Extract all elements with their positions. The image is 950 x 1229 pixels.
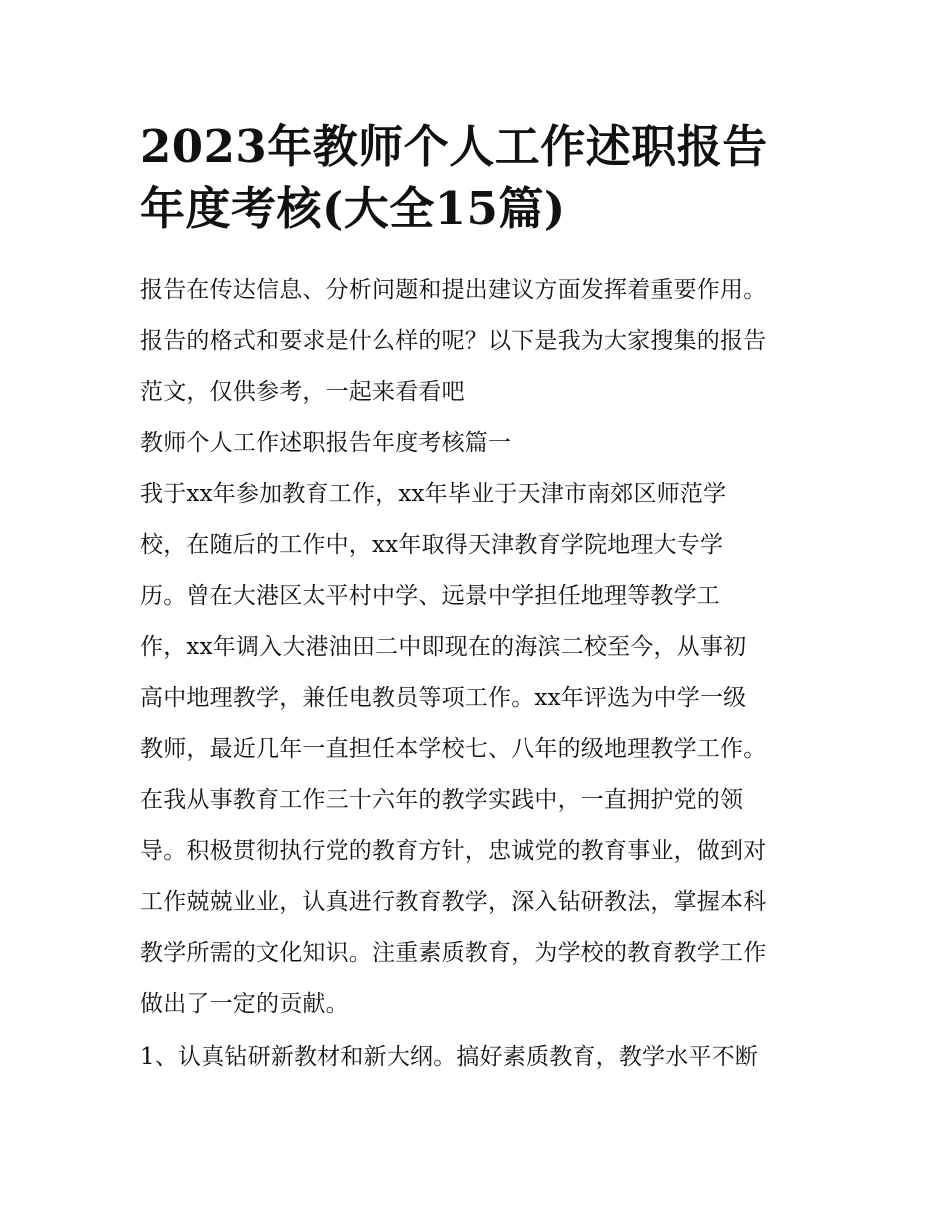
paragraph-line-9: 工作兢兢业业，认真进行教育教学，深入钻研教法，掌握本科 bbox=[140, 889, 767, 915]
intro-line-2: 报告的格式和要求是什么样的呢？以下是我为大家搜集的报告 bbox=[140, 328, 767, 354]
paragraph-line-7: 在我从事教育工作三十六年的教学实践中，一直拥护党的领 bbox=[140, 787, 744, 813]
intro-line-1: 报告在传达信息、分析问题和提出建议方面发挥着重要作用。 bbox=[140, 277, 767, 303]
paragraph-line-5: 高中地理教学，兼任电教员等项工作。xx年评选为中学一级 bbox=[140, 685, 747, 711]
document-body bbox=[140, 265, 820, 1083]
paragraph-line-2: 校，在随后的工作中，xx年取得天津教育学院地理大专学 bbox=[140, 532, 724, 558]
list-item-1: 1、认真钻研新教材和新大纲。搞好素质教育，教学水平不断 bbox=[140, 1044, 759, 1070]
paragraph-line-6: 教师，最近几年一直担任本学校七、八年的级地理教学工作。 bbox=[140, 736, 767, 762]
section-heading: 教师个人工作述职报告年度考核篇一 bbox=[140, 430, 512, 456]
title-line-1: 2023年教师个人工作述职报告 bbox=[140, 120, 768, 173]
paragraph-line-3: 历。曾在大港区太平村中学、远景中学担任地理等教学工 bbox=[140, 583, 720, 609]
intro-line-3: 范文，仅供参考，一起来看看吧 bbox=[140, 379, 465, 405]
paragraph-line-8: 导。积极贯彻执行党的教育方针，忠诚党的教育事业，做到对 bbox=[140, 838, 767, 864]
document-title bbox=[140, 116, 820, 240]
paragraph-line-4: 作，xx年调入大港油田二中即现在的海滨二校至今，从事初 bbox=[140, 634, 747, 660]
paragraph-line-11: 做出了一定的贡献。 bbox=[140, 991, 349, 1017]
paragraph-line-1: 我于xx年参加教育工作，xx年毕业于天津市南郊区师范学 bbox=[140, 481, 727, 507]
paragraph-line-10: 教学所需的文化知识。注重素质教育，为学校的教育教学工作 bbox=[140, 940, 767, 966]
title-line-2: 年度考核(大全15篇) bbox=[140, 182, 566, 235]
document-page bbox=[140, 116, 820, 1083]
